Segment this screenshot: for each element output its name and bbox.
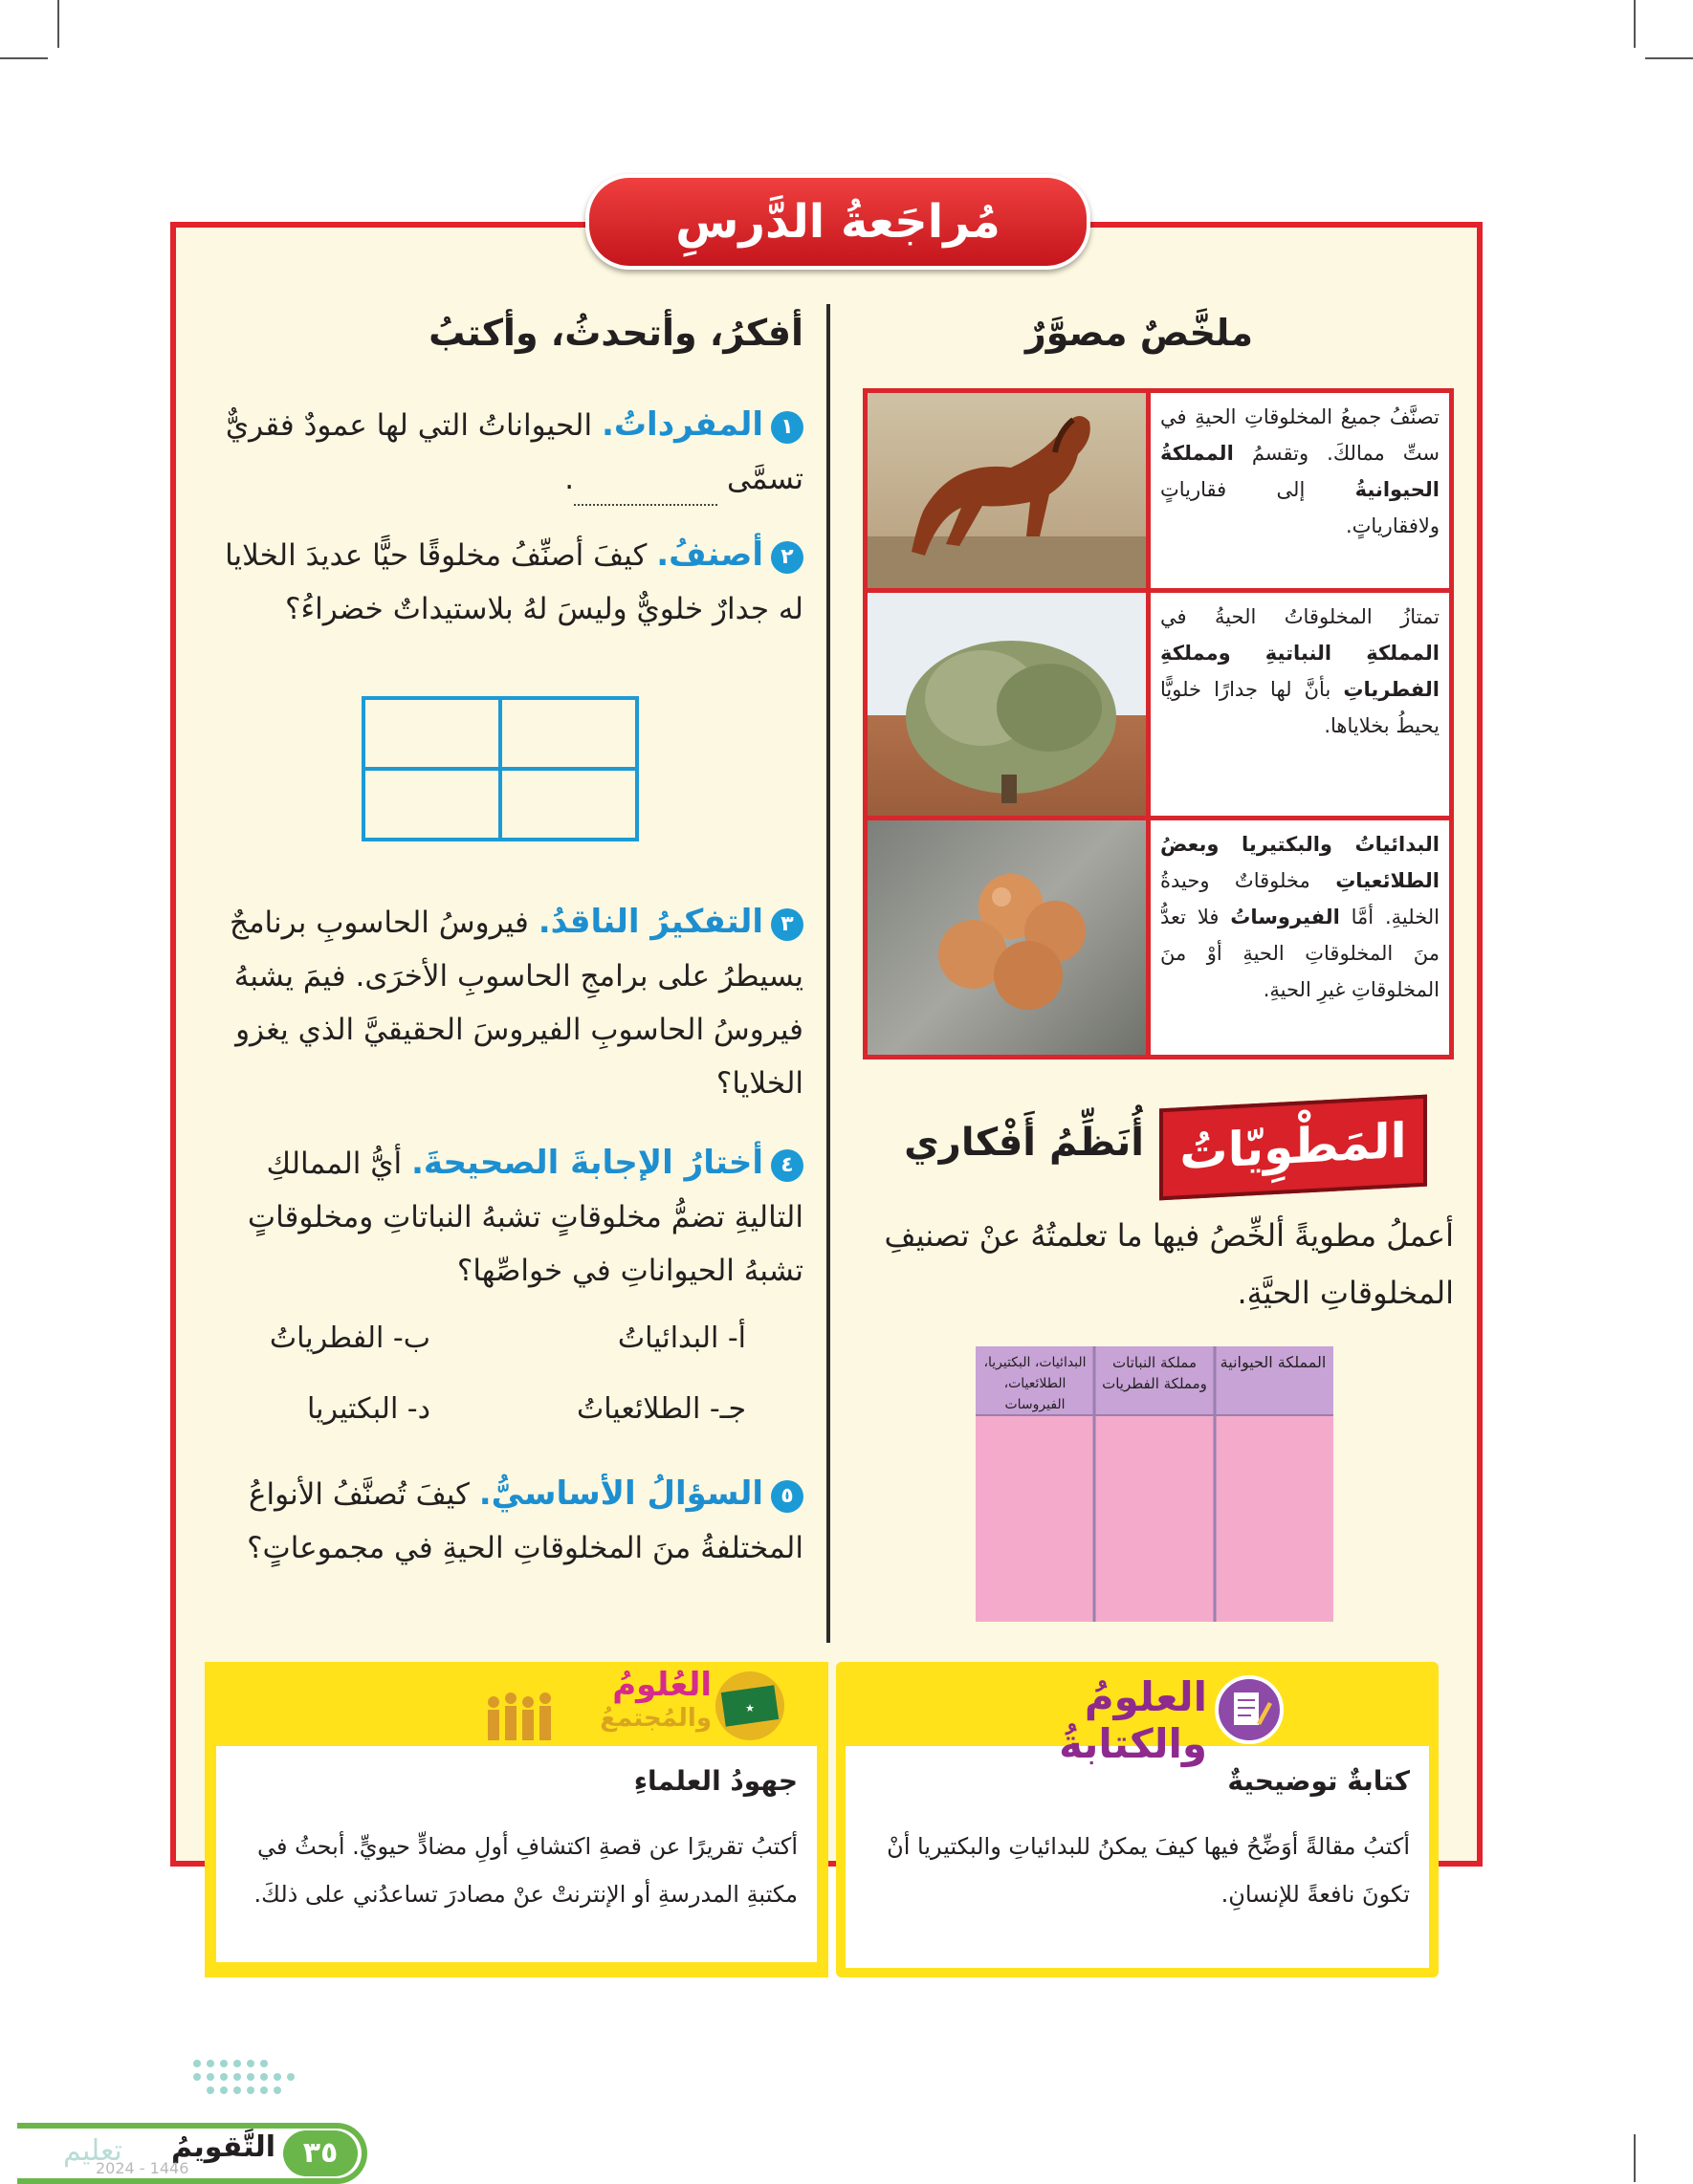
summary-text-plants: تمتازُ المخلوقاتُ الحيةُ في المملكةِ النباتيةِ ومملكةِ الفطرياتِ بأنَّ لها جدارًا خلويًّا يحيطُ بخلاياها. xyxy=(1160,605,1440,737)
summary-text-animals: تصنَّفُ جميعُ المخلوقاتِ الحيةِ في ستِّ ممالكَ. وتقسمُ المملكةُ الحيوانيةُ إلى فقارياتٍ ولافقارياتٍ. xyxy=(1160,405,1440,537)
summary-row-plants xyxy=(868,593,1449,820)
science-writing-heading: كتابةٌ توضيحيةٌ xyxy=(1227,1765,1410,1797)
footer-section-label: التَّقويمُ xyxy=(171,2130,275,2164)
choice-a[interactable]: أ- البدائياتُ xyxy=(617,1321,746,1355)
question-5 xyxy=(201,1467,803,1575)
foldables-instruction: أعملُ مطويةً ألخِّصُ فيها ما تعلمتُهُ عنْ تصنيفِ المخلوقاتِ الحيَّةِ. xyxy=(884,1217,1454,1311)
question-text: فيروسُ الحاسوبِ برنامجٌ يسيطرُ على برامجِ الحاسوبِ الأخرَى. فيمَ يشبهُ فيروسُ الحاسوبِ الفيروسَ الحقيقيَّ الذي يغزو الخلايا؟ xyxy=(229,906,803,1101)
question-text: كيفَ تُصنَّفُ الأنواعُ المختلفةُ منَ المخلوقاتِ الحيةِ في مجموعاتٍ؟ xyxy=(247,1477,803,1565)
classification-grid[interactable] xyxy=(362,696,639,841)
foldables-title: أُنَظِّمُ أَفْكاري xyxy=(904,1121,1144,1165)
choice-d[interactable]: د- البكتيريا xyxy=(307,1392,430,1426)
question-number: ٤ xyxy=(771,1149,803,1182)
question-number: ٢ xyxy=(771,541,803,574)
ministry-logo xyxy=(187,2056,341,2098)
foldables-badge: المَطْوِيّاتُ xyxy=(1159,1095,1427,1201)
science-society-text: أكتبُ تقريرًا عن قصةِ اكتشافِ أولِ مضادٍّ حيويٍّ. أبحثُ في مكتبةِ المدرسةِ أو الإنترنتْ عنْ مصادرَ تساعدُني على ذلكَ. xyxy=(253,1833,798,1908)
question-keyword: أختارُ الإجابةَ الصحيحةَ. xyxy=(410,1144,763,1182)
question-2 xyxy=(201,528,803,636)
pencil-icon xyxy=(1215,1675,1284,1744)
summary-row-microbes xyxy=(868,820,1449,1055)
summary-row-animals xyxy=(868,393,1449,593)
choice-c[interactable]: جـ- الطلائعياتُ xyxy=(577,1392,746,1426)
answer-blank[interactable] xyxy=(574,475,717,506)
question-1: ١المفرداتُ. الحيواناتُ التي لها عمودٌ فقريٌّ تسمَّى . xyxy=(201,398,803,506)
question-number: ١ xyxy=(771,411,803,444)
crop-mark xyxy=(1634,2134,1636,2182)
saudi-flag-icon xyxy=(712,1670,790,1742)
footer-watermark: تعليم xyxy=(63,2134,122,2168)
question-keyword: أصنفُ. xyxy=(656,535,763,574)
column-divider xyxy=(826,304,830,1643)
science-society-heading: جهودُ العلماءِ xyxy=(633,1765,798,1797)
question-keyword: التفكيرُ الناقدُ. xyxy=(538,903,763,941)
question-4 xyxy=(201,1136,803,1298)
question-keyword: المفرداتُ. xyxy=(601,405,763,444)
page-number: ٣٥ xyxy=(283,2130,358,2176)
people-icon xyxy=(482,1689,559,1742)
crop-mark xyxy=(1645,57,1693,59)
question-number: ٣ xyxy=(771,908,803,941)
horse-image xyxy=(868,393,1151,588)
svg-text:★: ★ xyxy=(745,1702,755,1714)
foldable-model xyxy=(976,1346,1333,1622)
science-society-panel xyxy=(205,1662,828,1977)
visual-summary-table xyxy=(863,388,1454,1059)
science-writing-text: أكتبُ مقالةً أوَضِّحُ فيها كيفَ يمكنُ للبدائياتِ والبكتيريا أنْ تكونَ نافعةً للإنسانِ. xyxy=(887,1833,1410,1908)
crop-mark xyxy=(57,0,59,48)
science-writing-panel xyxy=(836,1662,1439,1977)
science-society-banner-top: العُلومُ xyxy=(612,1666,712,1704)
puffball-image xyxy=(868,820,1151,1055)
science-writing-banner: العلومُ والكتابةُ xyxy=(1059,1673,1207,1767)
review-banner: مُراجَعةُ الدَّرسِ xyxy=(585,174,1090,270)
foldable-tab-plants-fungi: مملكة النباتات ومملكة الفطريات xyxy=(1102,1354,1207,1392)
question-text: أيُّ الممالكِ التاليةِ تضمُّ مخلوقاتٍ تشبهُ النباتاتِ ومخلوقاتٍ تشبهُ الحيواناتِ في خواصِّها؟ xyxy=(247,1147,803,1288)
foldable-tab-microbes: البدائيات، البكتيريا، الطلائعيات، الفيروسات xyxy=(983,1355,1087,1412)
foldable-tab-animals: المملكة الحيوانية xyxy=(1220,1353,1327,1371)
think-section-title: أفكرُ، وأتحدثُ، وأكتبُ xyxy=(429,312,803,354)
crop-mark xyxy=(1634,0,1636,48)
question-3 xyxy=(201,895,803,1110)
crop-mark xyxy=(0,57,48,59)
choice-b[interactable]: ب- الفطرياتُ xyxy=(269,1321,430,1355)
visual-summary-title: ملخَّصٌ مصوَّرٌ xyxy=(1024,312,1253,354)
question-keyword: السؤالُ الأساسيُّ. xyxy=(478,1474,763,1513)
science-society-banner-bottom: والمُجتمعُ xyxy=(600,1704,712,1733)
question-text: الحيواناتُ التي لها عمودٌ فقريٌّ تسمَّى xyxy=(225,408,803,496)
plant-image xyxy=(868,593,1151,816)
question-number: ٥ xyxy=(771,1480,803,1513)
question-text: كيفَ أصنِّفُ مخلوقًا حيًّا عديدَ الخلايا له جدارٌ خلويٌّ وليسَ لهُ بلاستيداتٌ خضراءُ؟ xyxy=(225,538,803,626)
summary-text-microbes: البدائياتُ والبكتيريا وبعضُ الطلائعياتِ مخلوقاتٌ وحيدةُ الخليةِ. أمَّا الفيروساتُ فلا تعدُّ منَ المخلوقاتِ الحيةِ أوْ منَ المخلوقاتِ غيرِ الحيةِ. xyxy=(1160,833,1440,1001)
footer-year: 2024 - 1446 xyxy=(96,2159,189,2177)
